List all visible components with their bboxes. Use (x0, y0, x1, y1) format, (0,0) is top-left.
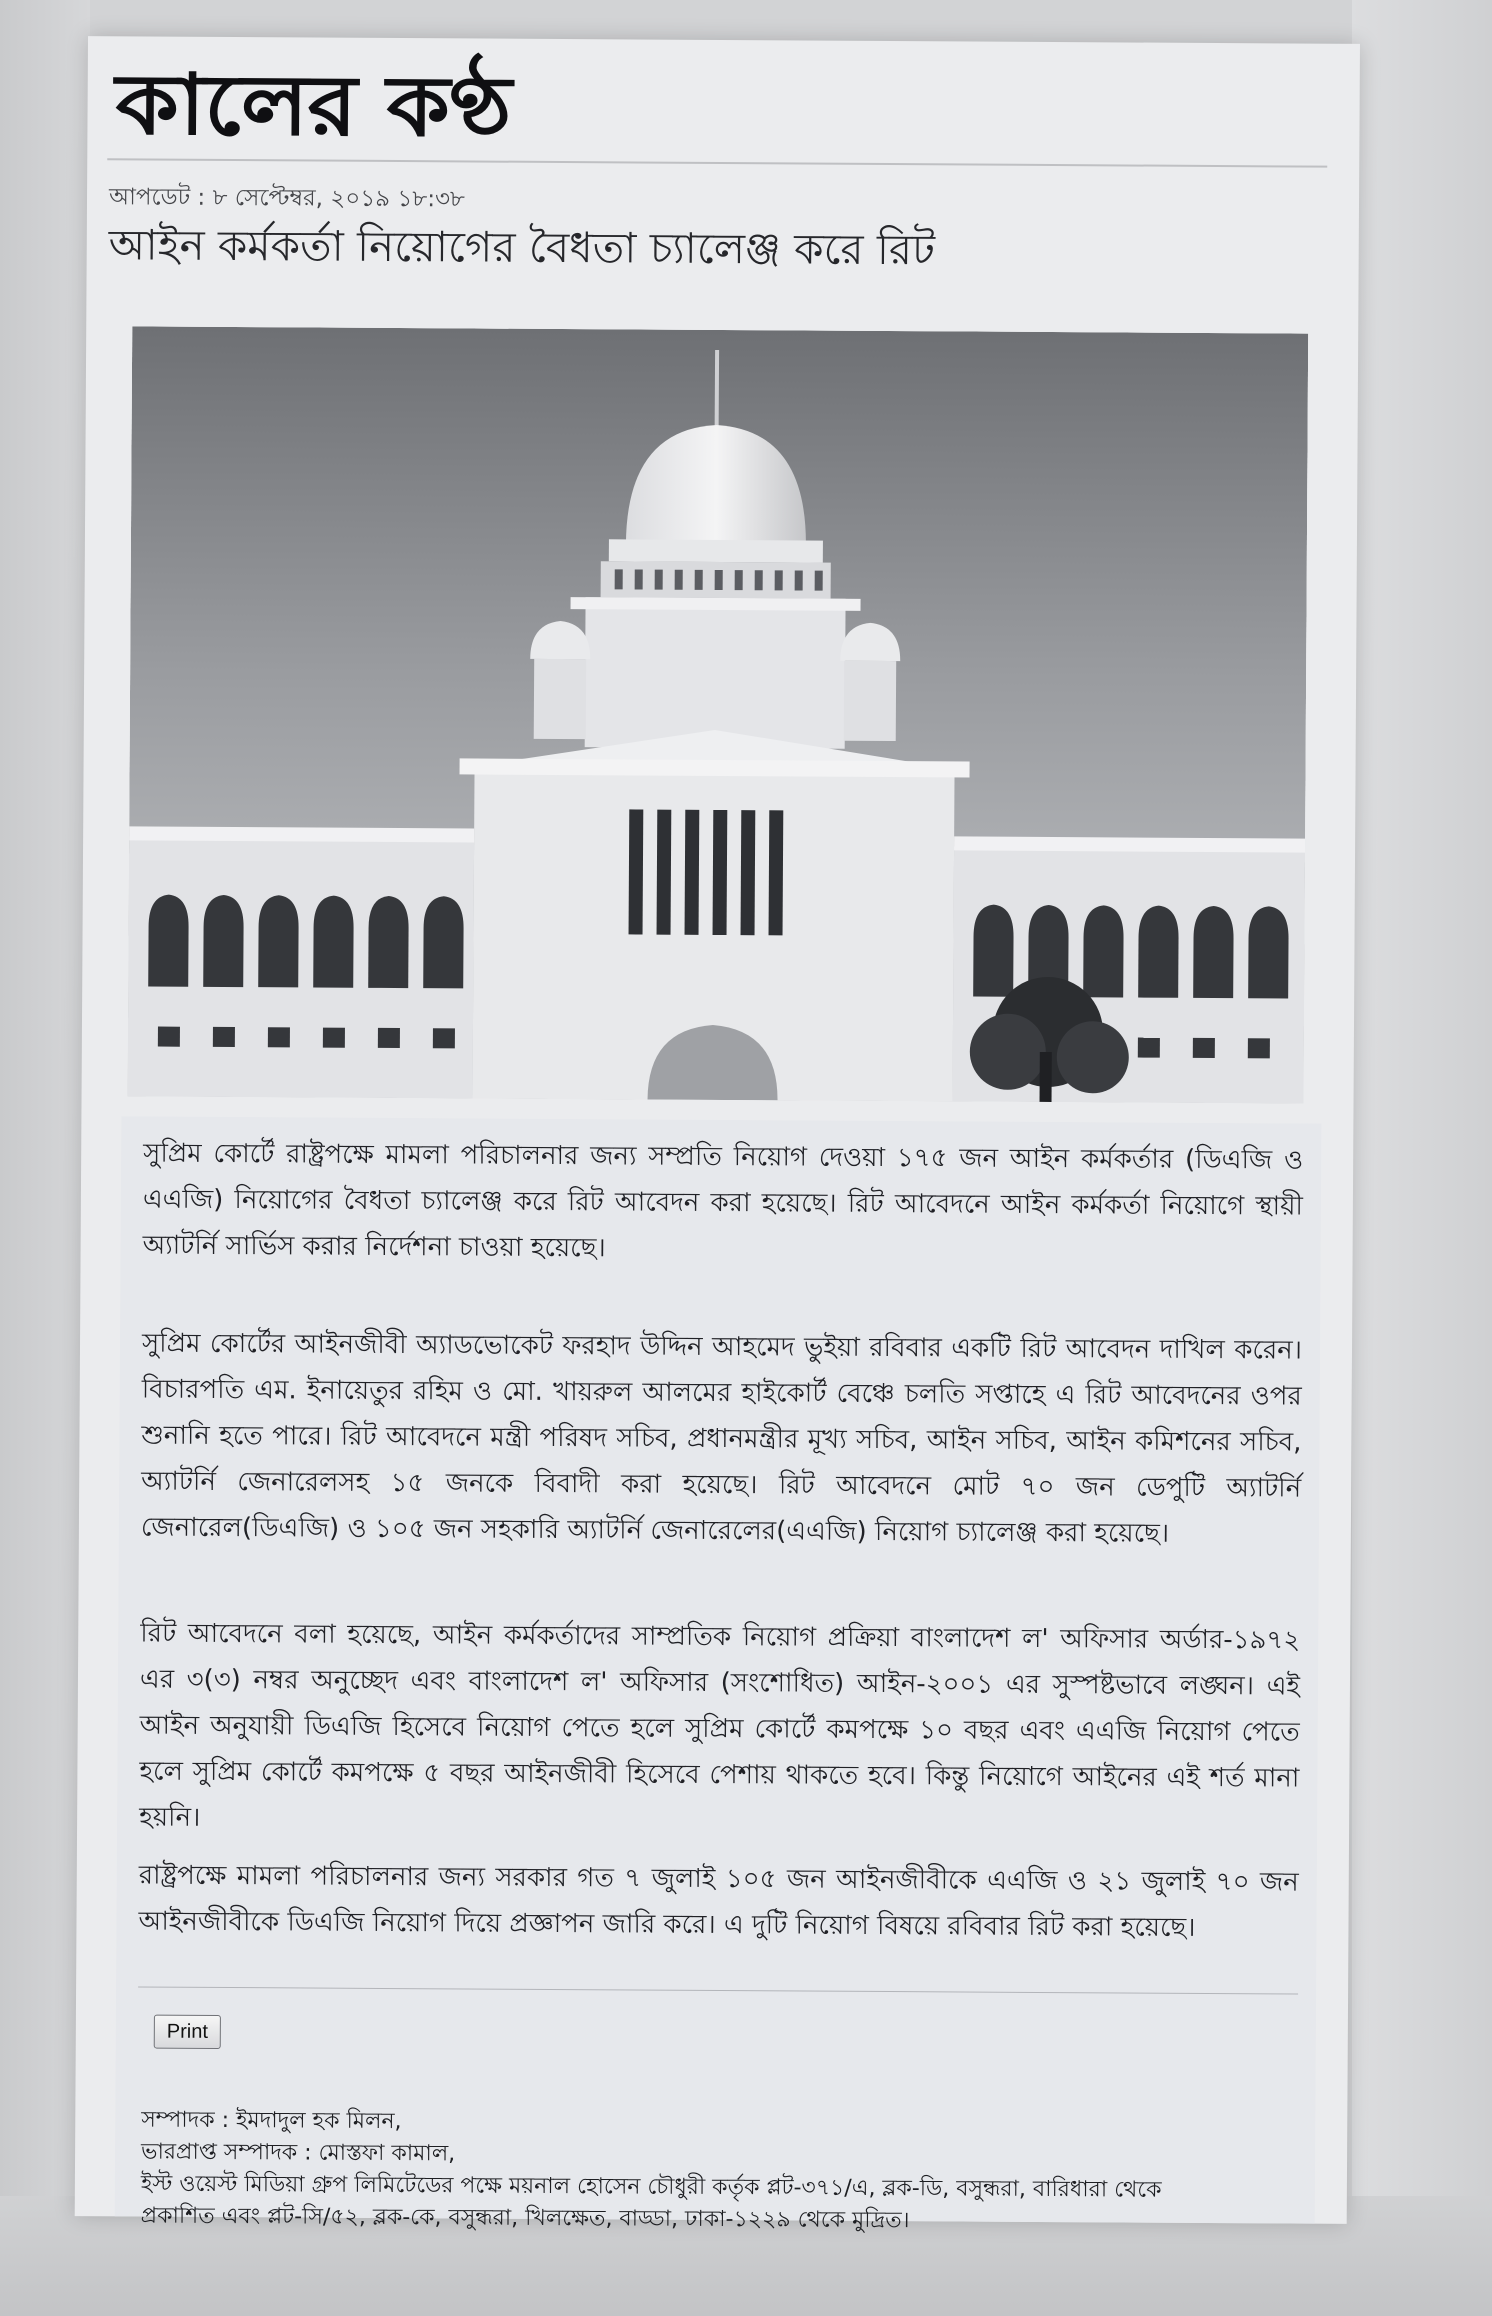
article-paragraph: সুপ্রিম কোর্টের আইনজীবী অ্যাডভোকেট ফরহাদ উদ্দিন আহমেদ ভুইয়া রবিবার একটি রিট আবেদন দাখিল করেন। বিচারপতি এম. ইনায়েতুর রহিম ও মো. খায়রুল আলমের হাইকোর্ট বেঞ্চে চলতি সপ্তাহে এ রিট আবেদনের ওপর শুনানি হতে পারে। রিট আবেদনে মন্ত্রী পরিষদ সচিব, প্রধানমন্ত্রীর মূখ্য সচিব, আইন সচিব, আইন কমিশনের সচিব, অ্যাটর্নি জেনারেলসহ ১৫ জনকে বিবাদী করা হয়েছে। রিট আবেদনে মোট ৭০ জন ডেপুটি অ্যাটর্নি জেনারেল(ডিএজি) ও ১০৫ জন সহকারি অ্যাটর্নি জেনারেলের(এএজি) নিয়োগ চ্যালেঞ্জ করা হয়েছে। (140, 1328, 1303, 1549)
updated-timestamp: আপডেট : ৮ সেপ্টেম্বর, ২০১৯ ১৮:৩৮ (108, 184, 465, 213)
acting-editor-credit: ভারপ্রাপ্ত সম্পাদক : মোস্তফা কামাল, (141, 2139, 456, 2167)
court-building-illustration (128, 326, 1309, 1103)
footer-divider (138, 1986, 1298, 1994)
publisher-line: ইস্ট ওয়েস্ট মিডিয়া গ্রুপ লিমিটেডের পক্ষে ময়নাল হোসেন চৌধুরী কর্তৃক প্লট-৩৭১/এ, ব্লক-ডি, বসুন্ধরা, বারিধারা থেকে (140, 2171, 1162, 2203)
newspaper-logo: কালের কণ্ঠ (115, 54, 512, 156)
masthead (107, 48, 1328, 167)
article-paragraph: সুপ্রিম কোর্টে রাষ্ট্রপক্ষে মামলা পরিচালনার জন্য সম্প্রতি নিয়োগ দেওয়া ১৭৫ জন আইন কর্মকর্তার (ডিএজি ও এএজি) নিয়োগের বৈধতা চ্যালেঞ্জ করে রিট আবেদন করা হয়েছে। রিট আবেদনে আইন কর্মকর্তা নিয়োগে স্থায়ী অ্যাটর্নি সার্ভিস করার নির্দেশনা চাওয়া হয়েছে। (142, 1138, 1304, 1264)
printed-page (75, 36, 1360, 2234)
background-right-page (1352, 0, 1492, 2316)
article-paragraph: রাষ্ট্রপক্ষে মামলা পরিচালনার জন্য সরকার গত ৭ জুলাই ১০৫ জন আইনজীবীকে এএজি ও ২১ জুলাই ৭০ জন আইনজীবীকে ডিএজি নিয়োগ দিয়ে প্রজ্ঞাপন জারি করে। এ দুটি নিয়োগ বিষয়ে রবিবার রিট করা হয়েছে। (138, 1860, 1299, 1943)
print-button[interactable]: Print (154, 2015, 221, 2049)
article-body (115, 1116, 1322, 2234)
supreme-court-photo (128, 326, 1309, 1103)
editor-credit: সম্পাদক : ইমদাদুল হক মিলন, (141, 2107, 402, 2135)
article-headline: আইন কর্মকর্তা নিয়োগের বৈধতা চ্যালেঞ্জ করে রিট (108, 220, 936, 275)
publisher-footer (141, 2104, 1302, 2239)
article-paragraph: রিট আবেদনে বলা হয়েছে, আইন কর্মকর্তাদের সাম্প্রতিক নিয়োগ প্রক্রিয়া বাংলাদেশ ল' অফিসার অর্ডার-১৯৭২ এর ৩(৩) নম্বর অনুচ্ছেদ এবং বাংলাদেশ ল' অফিসার (সংশোধিত) আইন-২০০১ এর সুস্পষ্টভাবে লঙ্ঘন। এই আইন অনুযায়ী ডিএজি হিসেবে নিয়োগ পেতে হলে সুপ্রিম কোর্টে কমপক্ষে ১০ বছর এবং এএজি নিয়োগ পেতে হলে সুপ্রিম কোর্টে কমপক্ষে ৫ বছর আইনজীবী হিসেবে পেশায় থাকতে হবে। কিন্তু নিয়োগে আইনের এই শর্ত মানা হয়নি। (139, 1618, 1301, 1833)
publisher-line: প্রকাশিত এবং প্লট-সি/৫২, ব্লক-কে, বসুন্ধরা, খিলক্ষেত, বাড্ডা, ঢাকা-১২২৯ থেকে মুদ্রিত। (140, 2203, 910, 2234)
